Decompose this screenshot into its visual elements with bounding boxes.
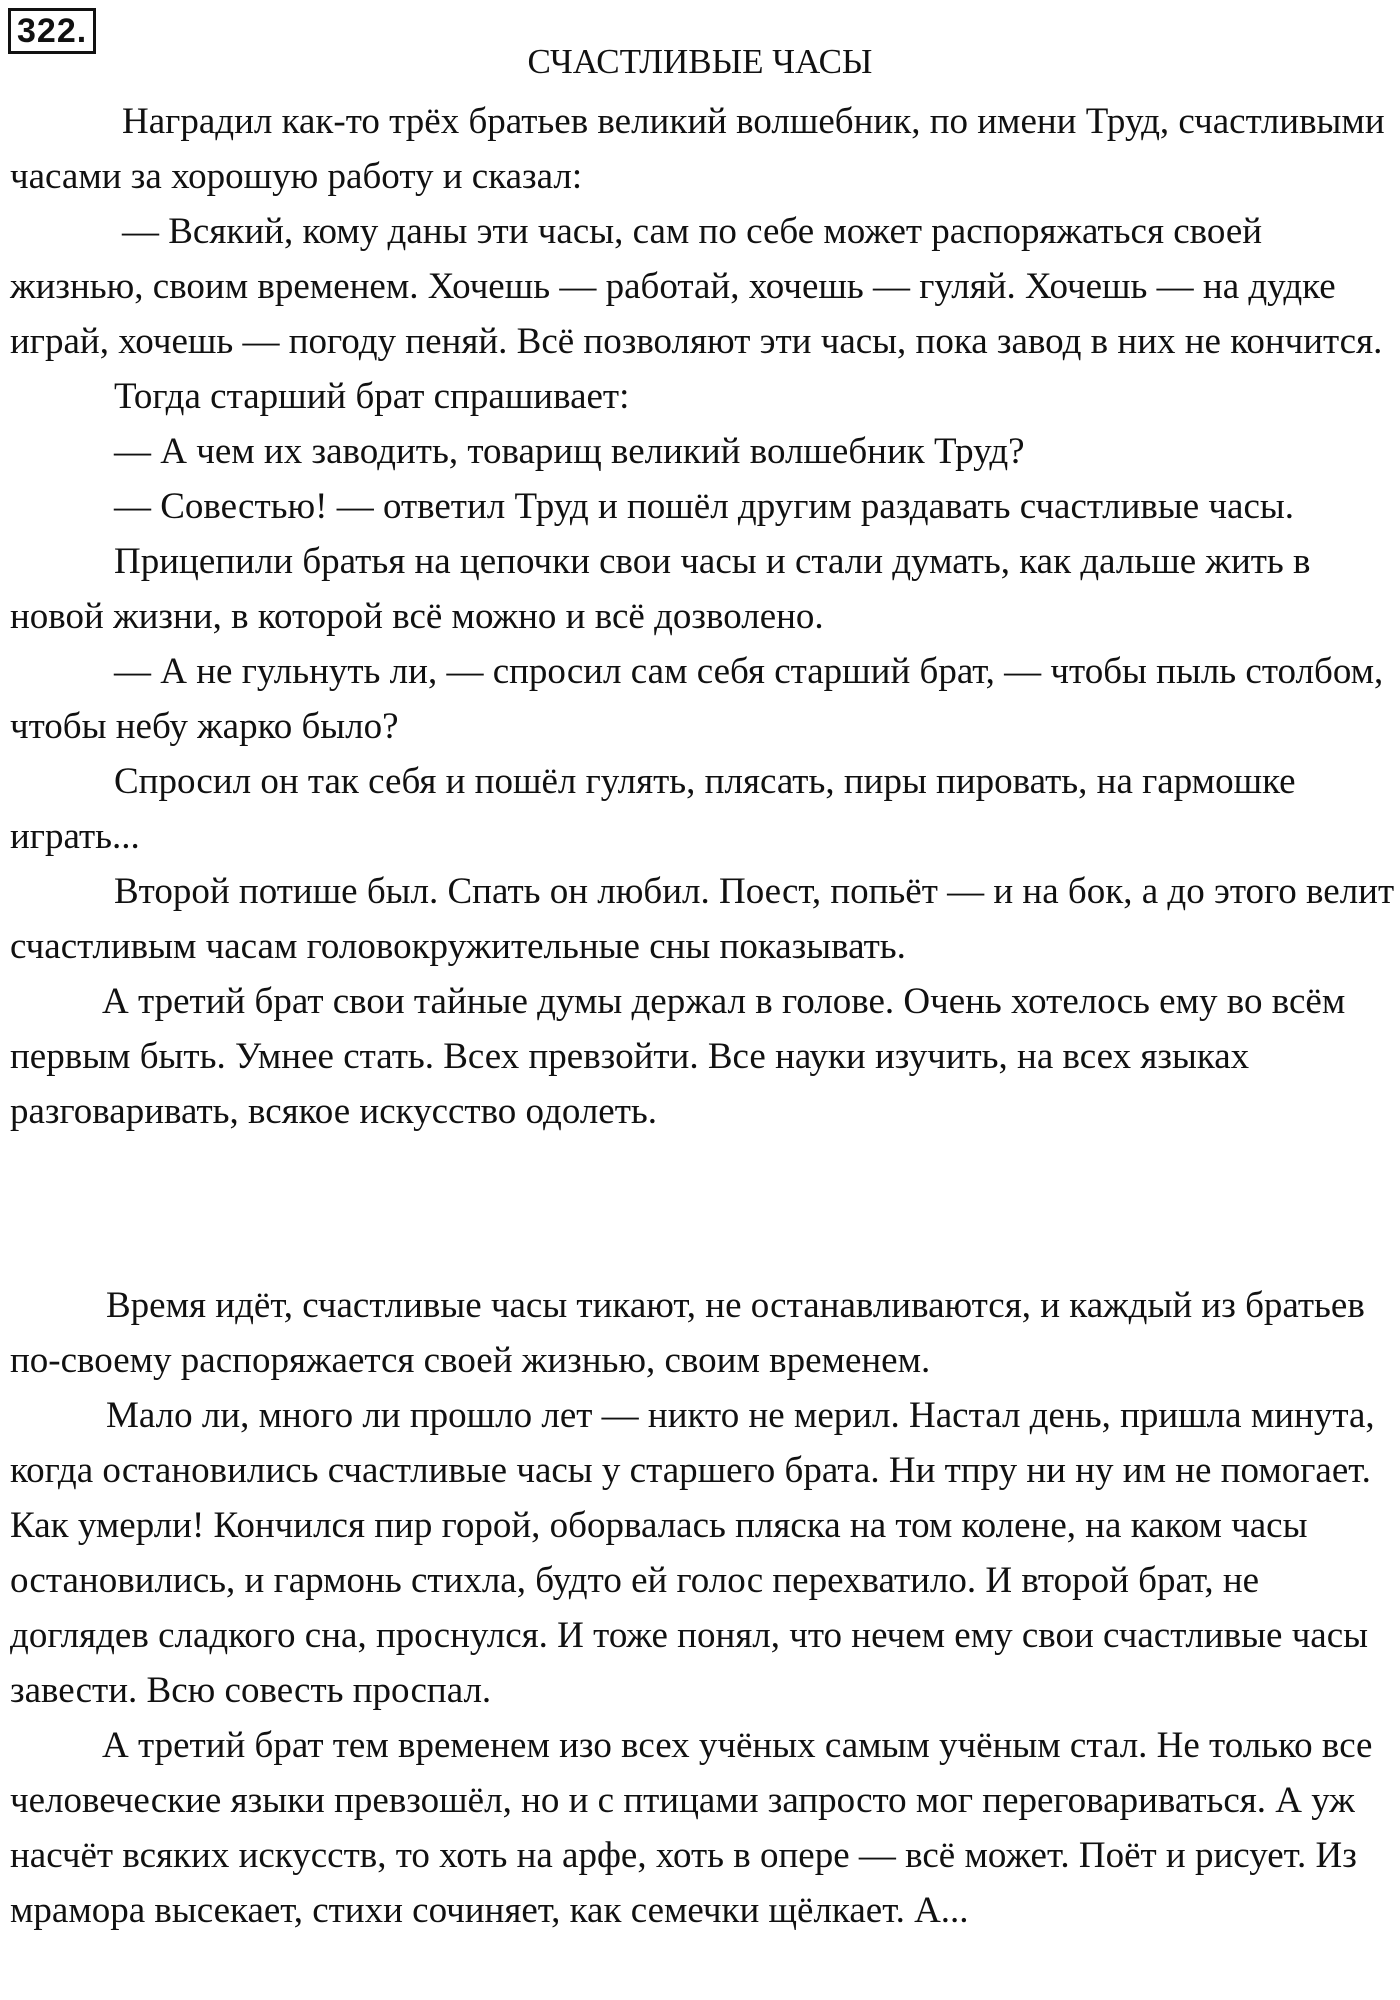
paragraph: Тогда старший брат спрашивает: <box>114 376 630 417</box>
paragraph: Время идёт, счастливые часы тикают, не останавливаются, и каждый из братьев по-своему распоряжается своей жизнью, своим временем. <box>10 1285 1365 1381</box>
paragraph: Спросил он так себя и пошёл гулять, плясать, пиры пировать, на гармошке играть... <box>10 761 1296 857</box>
paragraph: Мало ли, много ли прошло лет — никто не мерил. Настал день, пришла минута, когда остановились счастливые часы у старшего брата. Ни тпру ни ну им не помогает. Как умерли! Кончился пир горой, оборвалась пляска на том колене, на каком часы остановились, и гармонь стихла, будто ей голос перехватило. И второй брат, не доглядев сладкого сна, проснулся. И тоже понял, что нечем ему свои счастливые часы завести. Всю совесть проспал. <box>10 1395 1375 1711</box>
paragraph: — Всякий, кому даны эти часы, сам по себе может распоряжаться своей жизнью, своим временем. Хочешь — работай, хочешь — гуляй. Хочешь — на дудке играй, хочешь — погоду пеняй. Всё позволяют эти часы, пока завод в них не кончится. <box>10 211 1383 362</box>
paragraph: — А не гульнуть ли, — спросил сам себя старший брат, — чтобы пыль столбом, чтобы небу жарко было? <box>10 651 1384 747</box>
story-title: СЧАСТЛИВЫЕ ЧАСЫ <box>527 42 873 81</box>
story-text-part-1 <box>10 94 1395 1139</box>
paragraph: А третий брат свои тайные думы держал в голове. Очень хотелось ему во всём первым быть. Умнее стать. Всех превзойти. Все науки изучить, на всех языках разговаривать, всякое искусство одолеть. <box>10 981 1346 1132</box>
exercise-number: 322. <box>8 8 96 54</box>
paragraph: А третий брат тем временем изо всех учёных самым учёным стал. Не только все человеческие языки превзошёл, но и с птицами запросто мог переговариваться. А уж насчёт всяких искусств, то хоть на арфе, хоть в опере — всё может. Поёт и рисует. Из мрамора высекает, стихи сочиняет, как семечки щёлкает. А... <box>10 1725 1373 1931</box>
paragraph: Второй потише был. Спать он любил. Поест, попьёт — и на бок, а до этого велит счастливым часам головокружительные сны показывать. <box>10 871 1395 967</box>
story-text-part-2 <box>10 1278 1395 1938</box>
paragraph: Прицепили братья на цепочки свои часы и стали думать, как дальше жить в новой жизни, в которой всё можно и всё дозволено. <box>10 541 1311 637</box>
paragraph: — Совестью! — ответил Труд и пошёл другим раздавать счастливые часы. <box>114 486 1294 527</box>
paragraph: — А чем их заводить, товарищ великий волшебник Труд? <box>114 431 1025 472</box>
paragraph: Наградил как-то трёх братьев великий волшебник, по имени Труд, счастливыми часами за хорошую работу и сказал: <box>10 101 1385 197</box>
